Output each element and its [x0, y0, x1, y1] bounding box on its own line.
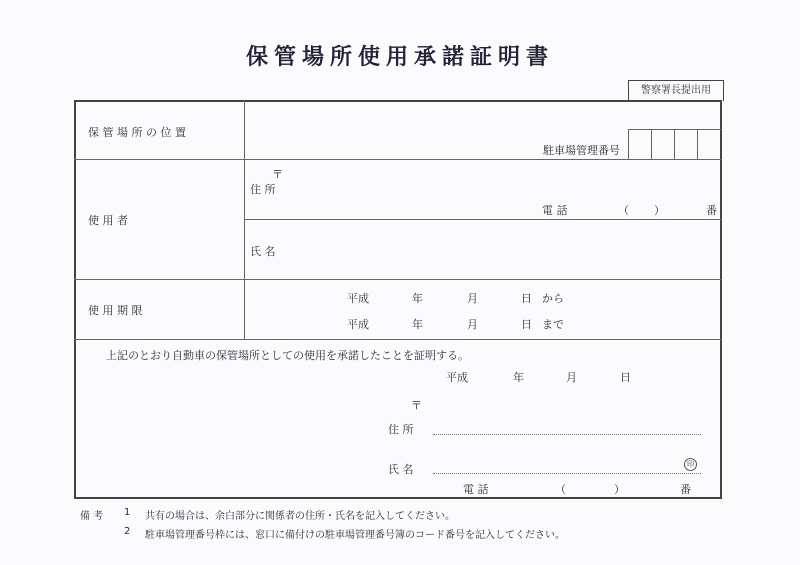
note-2-number: 2 [124, 526, 131, 537]
certify-date-day: 日 [620, 371, 631, 384]
user-name-label: 氏 名 [250, 245, 276, 258]
user-phone-close: ） [654, 204, 665, 217]
certify-name-label: 氏 名 [388, 463, 414, 476]
user-address-label: 住 所 [250, 183, 276, 196]
column-divider [244, 100, 245, 339]
certify-name-line[interactable] [433, 473, 701, 474]
period-to-day: 日 [521, 318, 532, 331]
seal-mark-icon: 印 [684, 458, 697, 471]
note-1-text: 共有の場合は、余白部分に関係者の住所・氏名を記入してください。 [145, 511, 455, 522]
note-2-text: 駐車場管理番号枠には、窓口に備付けの駐車場管理番号簿のコード番号を記入してください。 [145, 530, 565, 541]
period-from-day: 日 [521, 292, 532, 305]
row-divider [244, 219, 722, 220]
certify-phone-suffix: 番 [680, 483, 691, 496]
parking-number-cell[interactable] [628, 129, 651, 159]
parking-number-cell[interactable] [674, 129, 697, 159]
user-phone-label: 電 話 [542, 204, 568, 217]
certify-date-year: 年 [513, 371, 524, 384]
period-to-suffix: まで [542, 318, 564, 331]
location-label [88, 124, 230, 140]
postal-mark: 〒 [272, 168, 283, 181]
user-label: 使 用 者 [88, 214, 128, 227]
location-label-text: 保 管 場 所 の 位 置 [88, 126, 186, 139]
page-title: 保管場所使用承諾証明書 [245, 44, 554, 70]
certify-phone-open: （ [555, 483, 566, 496]
certify-date-month: 月 [566, 371, 577, 384]
parking-number-box-top [628, 129, 722, 130]
period-from-month: 月 [467, 292, 478, 305]
period-from-era: 平成 [347, 292, 369, 305]
certify-date-era: 平成 [446, 371, 468, 384]
period-label: 使 用 期 限 [88, 304, 143, 317]
certify-phone-label: 電 話 [463, 483, 489, 496]
period-to-year: 年 [412, 318, 423, 331]
period-to-era: 平成 [347, 318, 369, 331]
row-divider [74, 279, 722, 280]
user-phone-open: （ [618, 204, 629, 217]
note-1-number: 1 [124, 507, 131, 518]
row-divider [74, 339, 722, 340]
row-divider [74, 159, 722, 160]
period-to-month: 月 [467, 318, 478, 331]
period-from-year: 年 [412, 292, 423, 305]
certify-statement: 上記のとおり自動車の保管場所としての使用を承諾したことを証明する。 [106, 349, 469, 362]
period-from-suffix: から [542, 292, 564, 305]
certify-address-label: 住 所 [388, 423, 414, 436]
user-phone-suffix: 番 [706, 204, 717, 217]
parking-number-cell[interactable] [651, 129, 674, 159]
notes-label: 備 考 [80, 511, 104, 522]
certify-postal-mark: 〒 [411, 399, 422, 412]
parking-number-cell[interactable] [697, 129, 720, 159]
certify-address-line[interactable] [433, 434, 701, 435]
parking-number-label: 駐車場管理番号 [543, 144, 620, 157]
parking-number-boxes [628, 129, 720, 159]
submit-to-label: 警察署長提出用 [628, 80, 724, 101]
certify-phone-close: ） [614, 483, 625, 496]
